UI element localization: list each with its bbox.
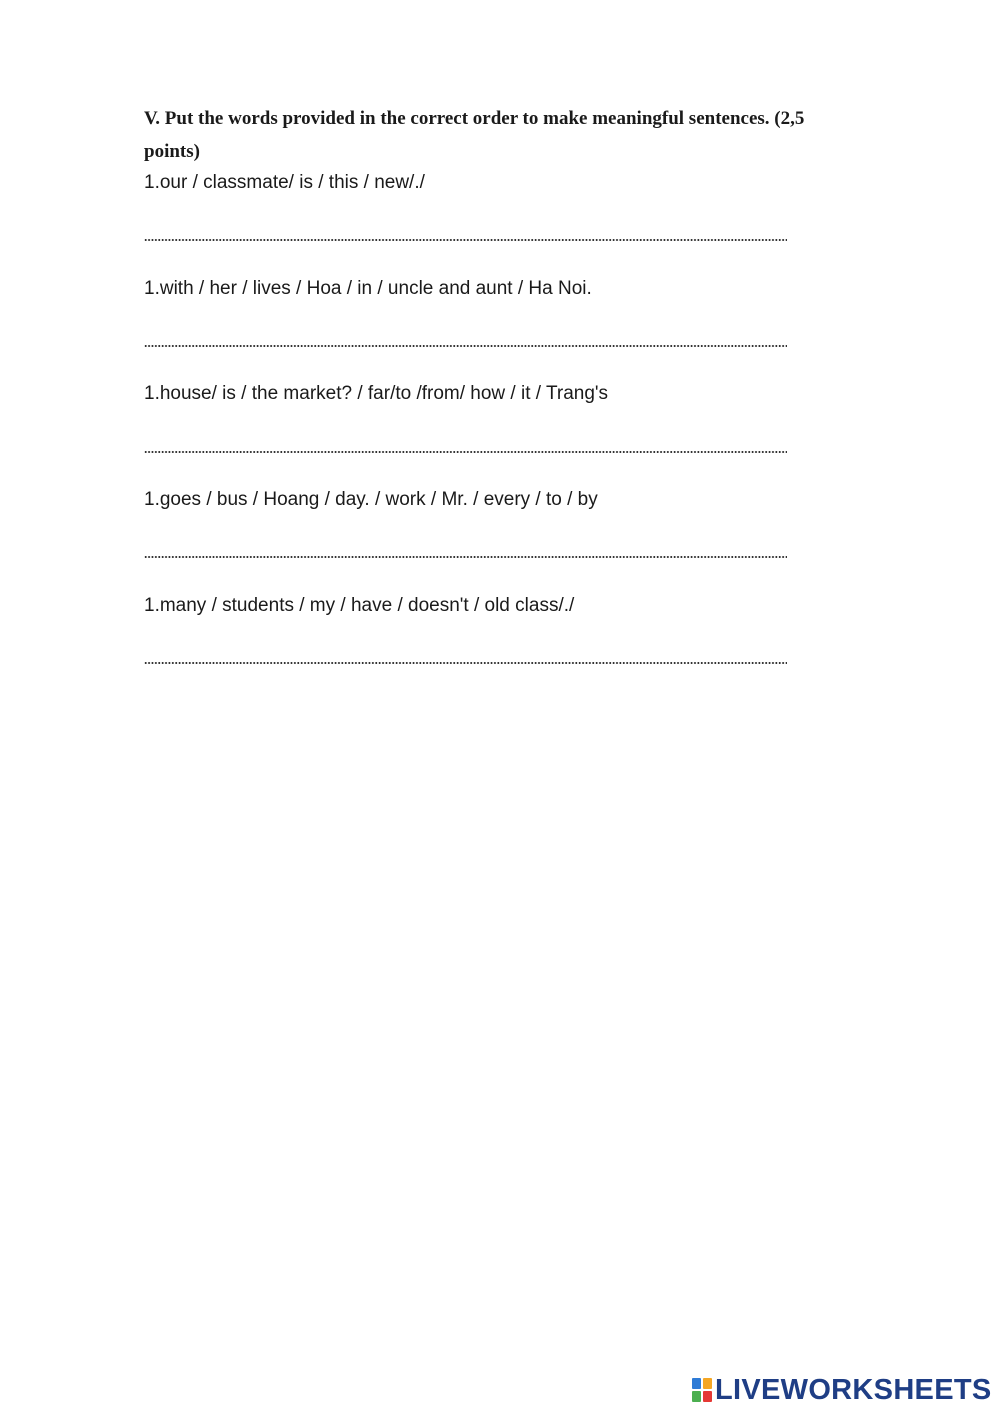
liveworksheets-logo-icon (692, 1378, 712, 1402)
answer-line-4[interactable] (144, 555, 787, 559)
liveworksheets-logo (692, 1374, 992, 1406)
exercise-heading: V. Put the words provided in the correct order to make meaningful sentences. (2,5 points) (144, 108, 805, 162)
answer-line-5[interactable] (144, 661, 787, 665)
exercise-prompt-3: 1.house/ is / the market? / far/to /from/ how / it / Trang's (144, 383, 609, 404)
logo-tile-blue (692, 1378, 701, 1389)
logo-text: LIVEWORKSHEETS (715, 1374, 992, 1406)
exercise-prompt-4: 1.goes / bus / Hoang / day. / work / Mr. / every / to / by (144, 489, 598, 510)
logo-tile-green (692, 1391, 701, 1402)
answer-line-1[interactable] (144, 238, 787, 242)
exercise-prompt-2: 1.with / her / lives / Hoa / in / uncle and aunt / Ha Noi. (144, 278, 592, 299)
answer-line-2[interactable] (144, 344, 787, 348)
logo-tile-red (703, 1391, 712, 1402)
logo-tile-orange (703, 1378, 712, 1389)
exercise-prompt-5: 1.many / students / my / have / doesn't / old class/./ (144, 595, 575, 616)
exercise-prompt-1: 1.our / classmate/ is / this / new/./ (144, 172, 425, 193)
answer-line-3[interactable] (144, 450, 787, 454)
